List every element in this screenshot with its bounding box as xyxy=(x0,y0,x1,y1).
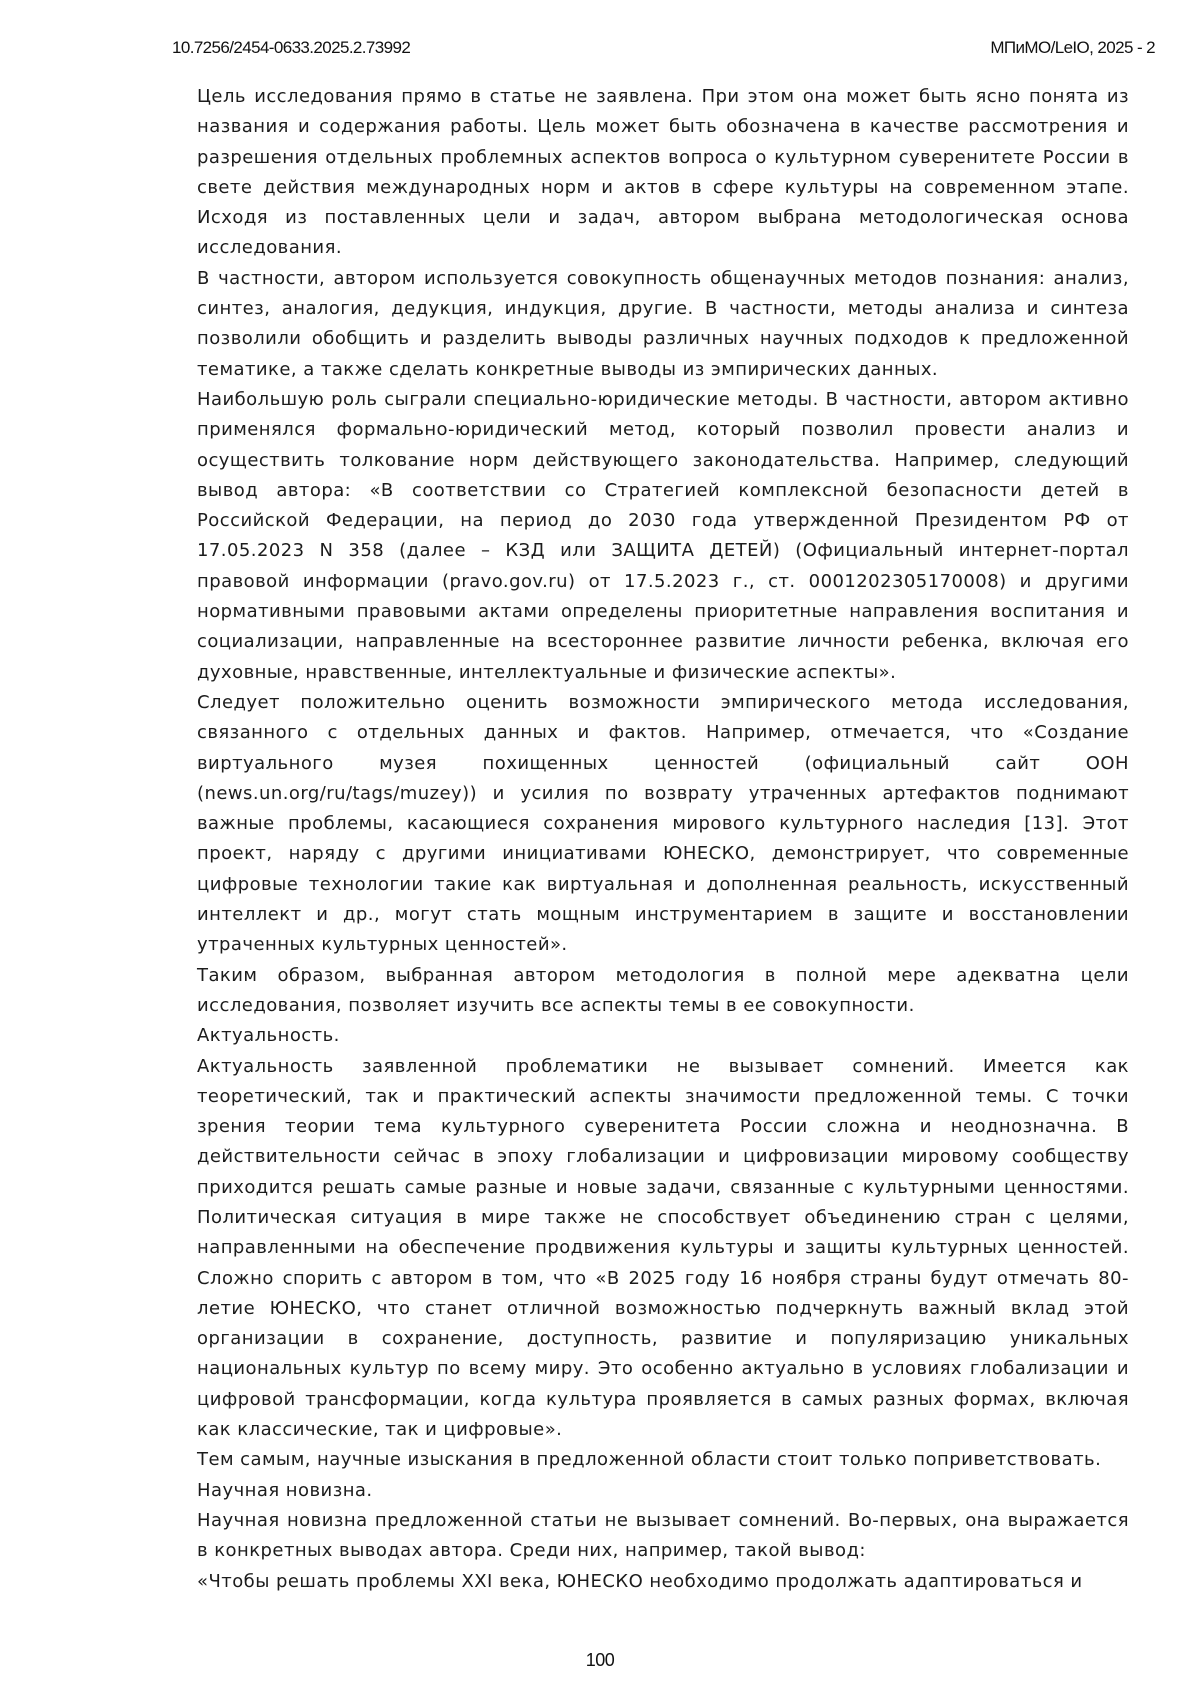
paragraph: Цель исследования прямо в статье не заявлена. При этом она может быть ясно понята из названия и содержания работы. Цель может быть обозначена в качестве рассмотрения и разрешения отдельных проблемных аспектов вопроса о культурном суверенитете России в свете действия международных норм и актов в сфере культуры на современном этапе. Исходя из поставленных цели и задач, автором выбрана методологическая основа исследования. xyxy=(197,86,1129,259)
journal-issue-text: МПиМО/LeIO, 2025 - 2 xyxy=(990,38,1155,57)
paragraph: В частности, автором используется совокупность общенаучных методов познания: анализ, синтез, аналогия, дедукция, индукция, другие. В частности, методы анализа и синтеза позволили обобщить и разделить выводы различных научных подходов к предложенной тематике, а также сделать конкретные выводы из эмпирических данных. xyxy=(197,267,1129,380)
document-body xyxy=(197,82,1129,1597)
page-header xyxy=(172,38,1155,62)
paragraph: «Чтобы решать проблемы XXI века, ЮНЕСКО необходимо продолжать адаптироваться и xyxy=(197,1570,1083,1592)
paragraph: Таким образом, выбранная автором методология в полной мере адекватна цели исследования, позволяет изучить все аспекты темы в ее совокупности. xyxy=(197,964,1129,1016)
paragraph: Следует положительно оценить возможности эмпирического метода исследования, связанного с отдельных данных и фактов. Например, отмечается, что «Создание виртуального музея похищенных ценностей (официальный сайт ООН (news.un.org/ru/tags/muzey)) и усилия по возврату утраченных артефактов поднимают важные проблемы, касающиеся сохранения мирового культурного наследия [13]. Этот проект, наряду с другими инициативами ЮНЕСКО, демонстрирует, что современные цифровые технологии такие как виртуальная и дополненная реальность, искусственный интеллект и др., могут стать мощным инструментарием в защите и восстановлении утраченных культурных ценностей». xyxy=(197,691,1129,956)
section-heading-novelty: Научная новизна. xyxy=(197,1479,373,1501)
page-number: 100 xyxy=(585,1650,615,1670)
paragraph: Тем самым, научные изыскания в предложенной области стоит только поприветствовать. xyxy=(197,1449,1102,1471)
paragraph: Наибольшую роль сыграли специально-юридические методы. В частности, автором активно применялся формально-юридический метод, который позволил провести анализ и осуществить толкование норм действующего законодательства. Например, следующий вывод автора: «В соответствии со Стратегией комплексной безопасности детей в Российской Федерации, на период до 2030 года утвержденной Президентом РФ от 17.05.2023 N 358 (далее – КЗД или ЗАЩИТА ДЕТЕЙ) (Официальный интернет-портал правовой информации (pravo.gov.ru) от 17.5.2023 г., ст. 0001202305170008) и другими нормативными правовыми актами определены приоритетные направления воспитания и социализации, направленные на всестороннее развитие личности ребенка, включая его духовные, нравственные, интеллектуальные и физические аспекты». xyxy=(197,388,1129,683)
section-heading-relevance: Актуальность. xyxy=(197,1025,340,1047)
paragraph: Научная новизна предложенной статьи не вызывает сомнений. Во-первых, она выражается в конкретных выводах автора. Среди них, например, такой вывод: xyxy=(197,1509,1129,1562)
paragraph: Актуальность заявленной проблематики не вызывает сомнений. Имеется как теоретический, так и практический аспекты значимости предложенной темы. С точки зрения теории тема культурного суверенитета России сложна и неоднозначна. В действительности сейчас в эпоху глобализации и цифровизации мировому сообществу приходится решать самые разные и новые задачи, связанные с культурными ценностями. Политическая ситуация в мире также не способствует объединению стран с целями, направленными на обеспечение продвижения культуры и защиты культурных ценностей. Сложно спорить с автором в том, что «В 2025 году 16 ноября страны будут отмечать 80-летие ЮНЕСКО, что станет отличной возможностью подчеркнуть важный вклад этой организации в сохранение, доступность, развитие и популяризацию уникальных национальных культур по всему миру. Это особенно актуально в условиях глобализации и цифровой трансформации, когда культура проявляется в самых разных формах, включая как классические, так и цифровые». xyxy=(197,1055,1129,1441)
doi-text: 10.7256/2454-0633.2025.2.73992 xyxy=(172,38,411,57)
